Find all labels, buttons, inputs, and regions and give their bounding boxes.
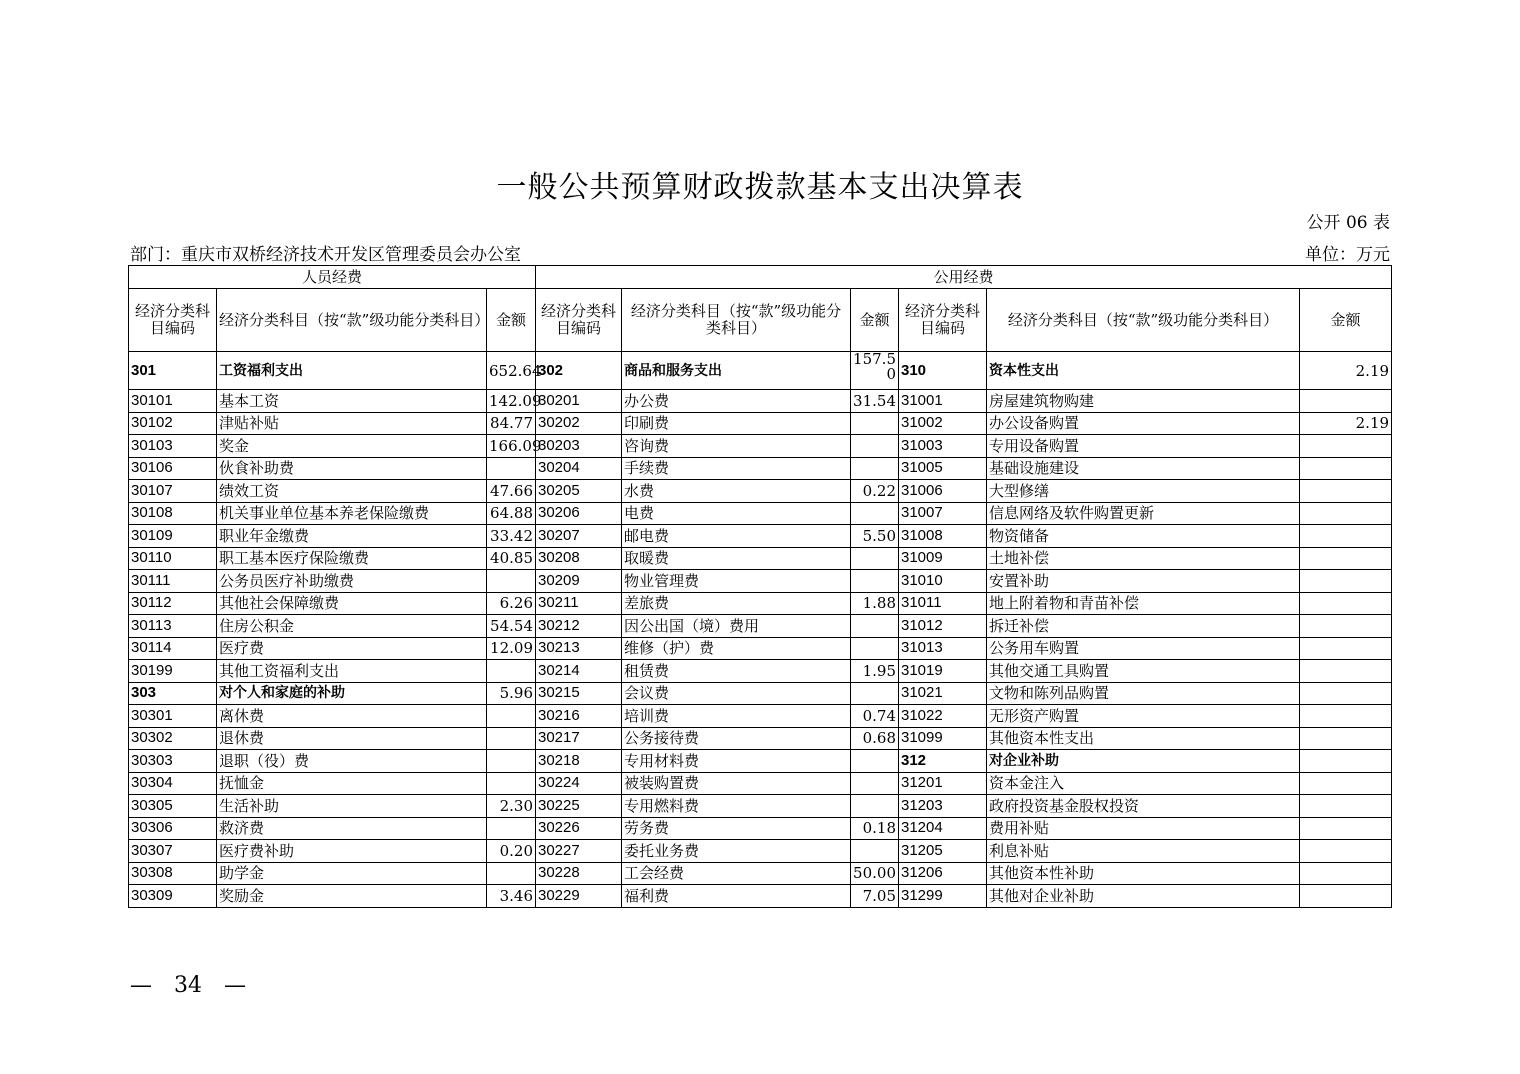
name-cell: 专用燃料费 [622, 795, 851, 818]
code-cell: 30203 [536, 435, 622, 458]
amount-cell [1300, 862, 1392, 885]
table-row [129, 750, 1392, 773]
code-cell: 31022 [899, 705, 987, 728]
table-row [129, 637, 1392, 660]
amount-cell: 12.09 [487, 637, 536, 660]
code-cell: 31203 [899, 795, 987, 818]
name-cell: 资本性支出 [987, 352, 1300, 390]
amount-cell: 0.74 [851, 705, 899, 728]
code-cell: 30111 [129, 570, 217, 593]
name-cell: 邮电费 [622, 525, 851, 548]
code-cell: 30113 [129, 615, 217, 638]
name-cell: 利息补贴 [987, 840, 1300, 863]
code-cell: 30306 [129, 817, 217, 840]
name-cell: 房屋建筑物购建 [987, 390, 1300, 413]
amount-cell: 157.50 [851, 352, 899, 390]
table-row [129, 352, 1392, 390]
code-cell: 30103 [129, 435, 217, 458]
code-cell: 30202 [536, 412, 622, 435]
name-cell: 水费 [622, 480, 851, 503]
expenditure-table [128, 265, 1392, 908]
table-row [129, 412, 1392, 435]
name-cell: 印刷费 [622, 412, 851, 435]
code-cell: 30106 [129, 457, 217, 480]
amount-cell [851, 570, 899, 593]
table-row [129, 570, 1392, 593]
table-code: 公开 06 表 [1306, 213, 1390, 233]
name-cell: 奖励金 [217, 885, 487, 908]
amount-cell: 0.22 [851, 480, 899, 503]
code-cell: 30112 [129, 592, 217, 615]
amount-cell: 33.42 [487, 525, 536, 548]
code-cell: 30308 [129, 862, 217, 885]
name-cell: 电费 [622, 502, 851, 525]
code-cell: 30217 [536, 727, 622, 750]
name-cell: 基本工资 [217, 390, 487, 413]
header-code: 经济分类科目编码 [129, 289, 217, 352]
code-cell: 310 [899, 352, 987, 390]
header-amount: 金额 [487, 289, 536, 352]
code-cell: 30101 [129, 390, 217, 413]
code-cell: 31012 [899, 615, 987, 638]
name-cell: 信息网络及软件购置更新 [987, 502, 1300, 525]
name-cell: 咨询费 [622, 435, 851, 458]
code-cell: 31299 [899, 885, 987, 908]
header-code: 经济分类科目编码 [899, 289, 987, 352]
name-cell: 对个人和家庭的补助 [217, 682, 487, 705]
name-cell: 物资储备 [987, 525, 1300, 548]
name-cell: 绩效工资 [217, 480, 487, 503]
name-cell: 对企业补助 [987, 750, 1300, 773]
code-cell: 30207 [536, 525, 622, 548]
name-cell: 退职（役）费 [217, 750, 487, 773]
name-cell: 津贴补贴 [217, 412, 487, 435]
table-row [129, 862, 1392, 885]
code-cell: 30199 [129, 660, 217, 683]
table-row [129, 772, 1392, 795]
amount-cell: 0.18 [851, 817, 899, 840]
name-cell: 大型修缮 [987, 480, 1300, 503]
table-row [129, 660, 1392, 683]
code-cell: 30204 [536, 457, 622, 480]
amount-cell [1300, 772, 1392, 795]
name-cell: 取暖费 [622, 547, 851, 570]
amount-cell [1300, 525, 1392, 548]
code-cell: 30225 [536, 795, 622, 818]
code-cell: 30213 [536, 637, 622, 660]
code-cell: 30108 [129, 502, 217, 525]
name-cell: 救济费 [217, 817, 487, 840]
name-cell: 差旅费 [622, 592, 851, 615]
code-cell: 30229 [536, 885, 622, 908]
amount-cell: 54.54 [487, 615, 536, 638]
name-cell: 伙食补助费 [217, 457, 487, 480]
name-cell: 政府投资基金股权投资 [987, 795, 1300, 818]
code-cell: 30303 [129, 750, 217, 773]
name-cell: 被装购置费 [622, 772, 851, 795]
amount-cell [851, 457, 899, 480]
amount-cell: 2.19 [1300, 412, 1392, 435]
code-cell: 30227 [536, 840, 622, 863]
amount-cell: 1.95 [851, 660, 899, 683]
name-cell: 机关事业单位基本养老保险缴费 [217, 502, 487, 525]
code-cell: 31002 [899, 412, 987, 435]
amount-cell [1300, 817, 1392, 840]
table-body [129, 352, 1392, 908]
amount-cell [1300, 502, 1392, 525]
name-cell: 委托业务费 [622, 840, 851, 863]
name-cell: 费用补贴 [987, 817, 1300, 840]
amount-cell [851, 547, 899, 570]
name-cell: 离休费 [217, 705, 487, 728]
name-cell: 培训费 [622, 705, 851, 728]
code-cell: 31021 [899, 682, 987, 705]
amount-cell [851, 637, 899, 660]
table-row [129, 795, 1392, 818]
amount-cell: 166.09 [487, 435, 536, 458]
code-cell: 31205 [899, 840, 987, 863]
amount-cell [487, 772, 536, 795]
amount-cell [851, 502, 899, 525]
code-cell: 31201 [899, 772, 987, 795]
amount-cell [487, 817, 536, 840]
table-row [129, 525, 1392, 548]
amount-cell [487, 727, 536, 750]
name-cell: 公务接待费 [622, 727, 851, 750]
code-cell: 303 [129, 682, 217, 705]
amount-cell [1300, 840, 1392, 863]
code-cell: 31001 [899, 390, 987, 413]
table-row [129, 435, 1392, 458]
amount-cell: 6.26 [487, 592, 536, 615]
name-cell: 专用材料费 [622, 750, 851, 773]
name-cell: 抚恤金 [217, 772, 487, 795]
code-cell: 31006 [899, 480, 987, 503]
section-personnel: 人员经费 [129, 266, 536, 289]
amount-cell [1300, 637, 1392, 660]
amount-cell [1300, 795, 1392, 818]
name-cell: 专用设备购置 [987, 435, 1300, 458]
name-cell: 文物和陈列品购置 [987, 682, 1300, 705]
name-cell: 物业管理费 [622, 570, 851, 593]
amount-cell: 0.68 [851, 727, 899, 750]
name-cell: 公务员医疗补助缴费 [217, 570, 487, 593]
amount-cell: 142.09 [487, 390, 536, 413]
name-cell: 劳务费 [622, 817, 851, 840]
name-cell: 安置补助 [987, 570, 1300, 593]
code-cell: 30302 [129, 727, 217, 750]
amount-cell: 2.30 [487, 795, 536, 818]
table-row [129, 480, 1392, 503]
amount-cell [1300, 615, 1392, 638]
amount-cell [487, 705, 536, 728]
amount-cell [1300, 682, 1392, 705]
amount-cell: 2.19 [1300, 352, 1392, 390]
code-cell: 30205 [536, 480, 622, 503]
code-cell: 30211 [536, 592, 622, 615]
name-cell: 职业年金缴费 [217, 525, 487, 548]
header-amount: 金额 [1300, 289, 1392, 352]
name-cell: 工资福利支出 [217, 352, 487, 390]
code-cell: 30109 [129, 525, 217, 548]
name-cell: 土地补偿 [987, 547, 1300, 570]
code-cell: 30216 [536, 705, 622, 728]
table-row [129, 840, 1392, 863]
page-number: — 34 — [130, 973, 246, 998]
code-cell: 30208 [536, 547, 622, 570]
department-label: 部门：重庆市双桥经济技术开发区管理委员会办公室 [130, 245, 521, 265]
name-cell: 其他工资福利支出 [217, 660, 487, 683]
amount-cell [851, 795, 899, 818]
code-cell: 31010 [899, 570, 987, 593]
table-row [129, 682, 1392, 705]
amount-cell [851, 750, 899, 773]
code-cell: 30224 [536, 772, 622, 795]
name-cell: 办公设备购置 [987, 412, 1300, 435]
amount-cell: 0.20 [487, 840, 536, 863]
code-cell: 30307 [129, 840, 217, 863]
name-cell: 因公出国（境）费用 [622, 615, 851, 638]
code-cell: 30201 [536, 390, 622, 413]
name-cell: 奖金 [217, 435, 487, 458]
code-cell: 30304 [129, 772, 217, 795]
amount-cell [1300, 660, 1392, 683]
name-cell: 手续费 [622, 457, 851, 480]
code-cell: 312 [899, 750, 987, 773]
code-cell: 30206 [536, 502, 622, 525]
name-cell: 会议费 [622, 682, 851, 705]
code-cell: 301 [129, 352, 217, 390]
amount-cell: 64.88 [487, 502, 536, 525]
code-cell: 30228 [536, 862, 622, 885]
table-row [129, 615, 1392, 638]
amount-cell [487, 750, 536, 773]
code-cell: 30215 [536, 682, 622, 705]
amount-cell [851, 772, 899, 795]
name-cell: 其他社会保障缴费 [217, 592, 487, 615]
table-row [129, 727, 1392, 750]
code-cell: 30214 [536, 660, 622, 683]
name-cell: 其他对企业补助 [987, 885, 1300, 908]
code-cell: 30226 [536, 817, 622, 840]
header-amount: 金额 [851, 289, 899, 352]
section-public: 公用经费 [536, 266, 1392, 289]
table-row [129, 547, 1392, 570]
amount-cell: 7.05 [851, 885, 899, 908]
amount-cell [1300, 435, 1392, 458]
code-cell: 31013 [899, 637, 987, 660]
code-cell: 30305 [129, 795, 217, 818]
amount-cell [1300, 547, 1392, 570]
amount-cell [1300, 390, 1392, 413]
header-name: 经济分类科目（按“款”级功能分类科目） [622, 289, 851, 352]
code-cell: 30102 [129, 412, 217, 435]
amount-cell: 47.66 [487, 480, 536, 503]
amount-cell: 50.00 [851, 862, 899, 885]
code-cell: 31206 [899, 862, 987, 885]
name-cell: 办公费 [622, 390, 851, 413]
name-cell: 拆迁补偿 [987, 615, 1300, 638]
name-cell: 医疗费补助 [217, 840, 487, 863]
code-cell: 302 [536, 352, 622, 390]
name-cell: 地上附着物和青苗补偿 [987, 592, 1300, 615]
code-cell: 31204 [899, 817, 987, 840]
amount-cell [851, 840, 899, 863]
amount-cell: 5.50 [851, 525, 899, 548]
amount-cell: 3.46 [487, 885, 536, 908]
amount-cell [487, 457, 536, 480]
code-cell: 30209 [536, 570, 622, 593]
code-cell: 31007 [899, 502, 987, 525]
amount-cell [1300, 705, 1392, 728]
amount-cell: 1.88 [851, 592, 899, 615]
amount-cell [1300, 592, 1392, 615]
name-cell: 工会经费 [622, 862, 851, 885]
amount-cell [1300, 457, 1392, 480]
header-name: 经济分类科目（按“款”级功能分类科目） [987, 289, 1300, 352]
amount-cell [1300, 480, 1392, 503]
name-cell: 无形资产购置 [987, 705, 1300, 728]
page-title: 一般公共预算财政拨款基本支出决算表 [496, 170, 1024, 205]
amount-cell: 652.64 [487, 352, 536, 390]
code-cell: 30114 [129, 637, 217, 660]
amount-cell [851, 682, 899, 705]
header-code: 经济分类科目编码 [536, 289, 622, 352]
amount-cell [487, 862, 536, 885]
table-row [129, 390, 1392, 413]
amount-cell: 84.77 [487, 412, 536, 435]
amount-cell [851, 615, 899, 638]
name-cell: 商品和服务支出 [622, 352, 851, 390]
amount-cell [851, 412, 899, 435]
unit-label: 单位：万元 [1305, 245, 1390, 265]
amount-cell: 31.54 [851, 390, 899, 413]
amount-cell [851, 435, 899, 458]
name-cell: 退休费 [217, 727, 487, 750]
name-cell: 租赁费 [622, 660, 851, 683]
name-cell: 助学金 [217, 862, 487, 885]
code-cell: 30301 [129, 705, 217, 728]
name-cell: 其他资本性支出 [987, 727, 1300, 750]
name-cell: 公务用车购置 [987, 637, 1300, 660]
code-cell: 31008 [899, 525, 987, 548]
name-cell: 福利费 [622, 885, 851, 908]
amount-cell: 5.96 [487, 682, 536, 705]
table-row [129, 502, 1392, 525]
amount-cell: 40.85 [487, 547, 536, 570]
amount-cell [1300, 727, 1392, 750]
code-cell: 31011 [899, 592, 987, 615]
code-cell: 31009 [899, 547, 987, 570]
code-cell: 31003 [899, 435, 987, 458]
amount-cell [1300, 885, 1392, 908]
code-cell: 31099 [899, 727, 987, 750]
name-cell: 职工基本医疗保险缴费 [217, 547, 487, 570]
code-cell: 31019 [899, 660, 987, 683]
name-cell: 住房公积金 [217, 615, 487, 638]
code-cell: 31005 [899, 457, 987, 480]
table-row [129, 885, 1392, 908]
table-row [129, 705, 1392, 728]
table-row [129, 457, 1392, 480]
code-cell: 30107 [129, 480, 217, 503]
amount-cell [487, 660, 536, 683]
name-cell: 生活补助 [217, 795, 487, 818]
amount-cell [1300, 750, 1392, 773]
name-cell: 其他资本性补助 [987, 862, 1300, 885]
code-cell: 30218 [536, 750, 622, 773]
amount-cell [1300, 570, 1392, 593]
name-cell: 维修（护）费 [622, 637, 851, 660]
table-row [129, 817, 1392, 840]
table-row [129, 592, 1392, 615]
code-cell: 30212 [536, 615, 622, 638]
code-cell: 30110 [129, 547, 217, 570]
amount-cell [487, 570, 536, 593]
header-name: 经济分类科目（按“款”级功能分类科目） [217, 289, 487, 352]
name-cell: 基础设施建设 [987, 457, 1300, 480]
name-cell: 其他交通工具购置 [987, 660, 1300, 683]
code-cell: 30309 [129, 885, 217, 908]
name-cell: 医疗费 [217, 637, 487, 660]
name-cell: 资本金注入 [987, 772, 1300, 795]
